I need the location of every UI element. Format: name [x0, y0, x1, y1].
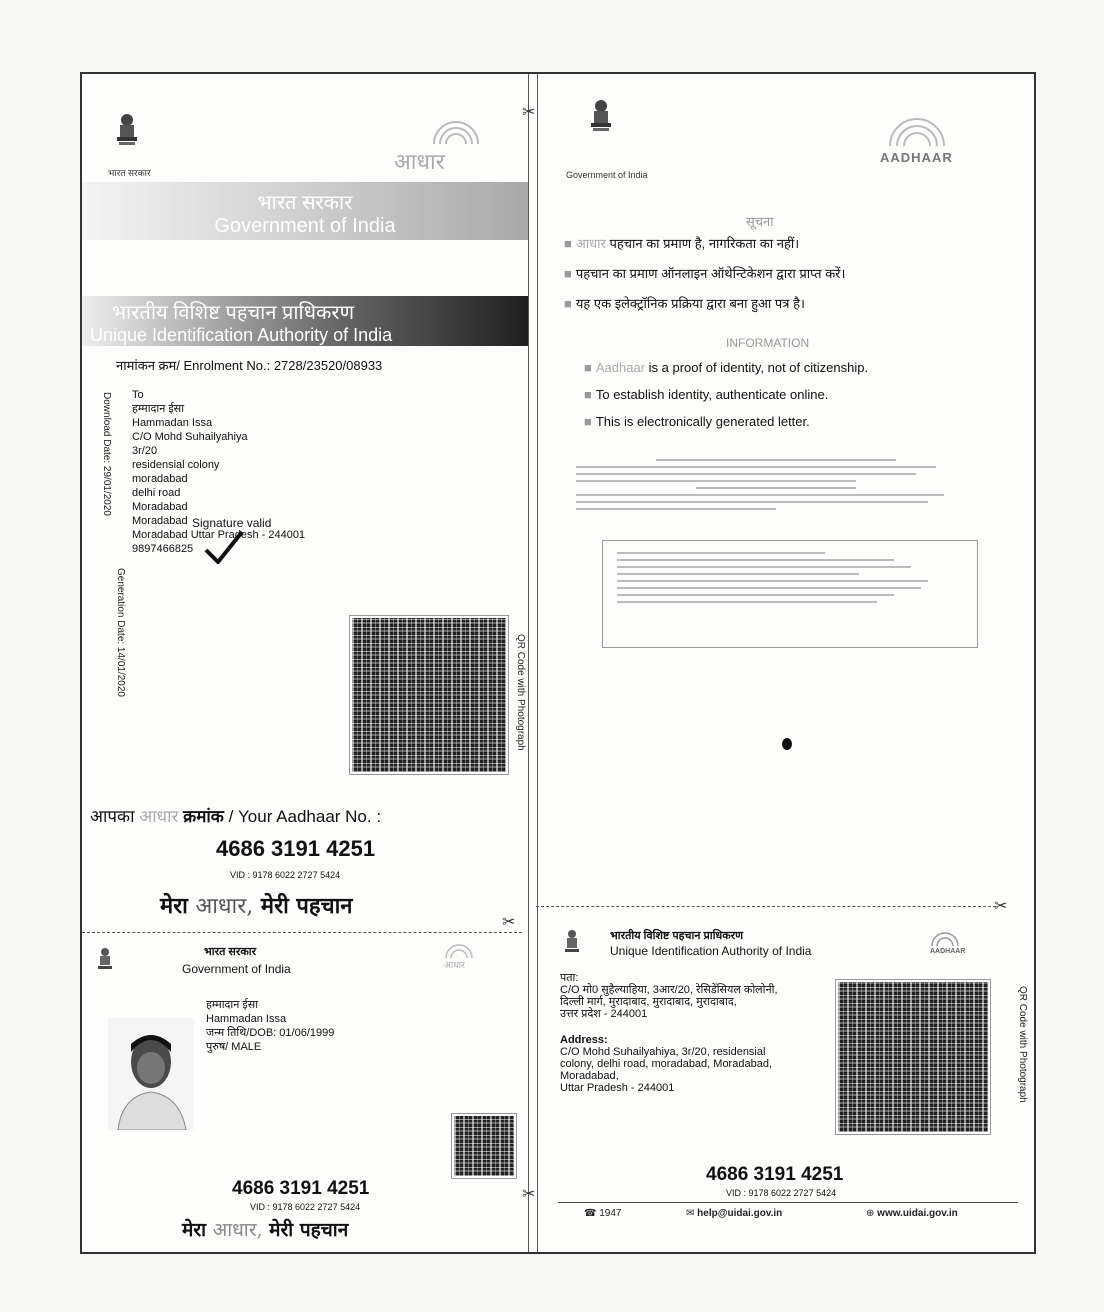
card-uidai-english: Unique Identification Authority of India: [610, 944, 812, 958]
emblem-caption: Government of India: [566, 170, 648, 180]
emblem-caption: भारत सरकार: [108, 168, 151, 178]
address-line: दिल्ली मार्ग, मुरादाबाद, मुरादाबाद, मुरादाबाद,: [560, 996, 737, 1008]
aadhaar-fingerprint-logo-icon: [426, 110, 486, 146]
contact-website: [866, 1208, 958, 1219]
address-line: 3r/20: [132, 445, 158, 457]
card-qr-code: [836, 980, 990, 1134]
bullet-text: यह एक इलेक्ट्रॉनिक प्रक्रिया द्वारा बना हुआ पत्र है।: [575, 296, 805, 311]
card-uidai-hindi: भारतीय विशिष्ट पहचान प्राधिकरण: [610, 930, 744, 942]
uidai-banner: [82, 296, 528, 346]
cut-line: [536, 906, 996, 907]
tagline-part: आधार,: [212, 1219, 263, 1241]
cut-line: [82, 932, 522, 933]
aadhaar-number: 4686 3191 4251: [216, 836, 376, 861]
address-line: 9897466825: [132, 543, 194, 555]
address-line: residensial colony: [132, 459, 220, 471]
aadhaar-fingerprint-logo-icon: [442, 938, 476, 960]
info-bullet: ■ This is electronically generated letter.: [584, 414, 810, 429]
address-line: C/O Mohd Suhailyahiya: [132, 431, 248, 443]
phone-icon: ☎: [584, 1208, 597, 1219]
address-label-hindi: पता:: [560, 972, 579, 984]
card-vid-number: VID : 9178 6022 2727 5424: [250, 1202, 361, 1212]
card-name-english: Hammadan Issa: [206, 1013, 287, 1025]
address-label: Address:: [560, 1034, 608, 1046]
tagline-part: मेरी पहचान: [260, 893, 353, 919]
signature-valid-text: Signature valid: [192, 516, 272, 530]
bullet-text: This is electronically generated letter.: [595, 414, 810, 429]
national-emblem-icon: [584, 98, 618, 138]
ink-spot: [782, 738, 792, 750]
enrolment-number: नामांकन क्रम/ Enrolment No.: 2728/23520/08933: [116, 358, 383, 373]
card-gender: पुरुष/ MALE: [206, 1041, 262, 1053]
contact-bar: [558, 1202, 1018, 1203]
address-line: moradabad: [132, 473, 188, 485]
uidai-banner-hindi: भारतीय विशिष्ट पहचान प्राधिकरण: [112, 302, 355, 324]
address-line: Hammadan Issa: [132, 417, 213, 429]
scissor-icon: ✂: [502, 914, 516, 931]
card-aadhaar-number: 4686 3191 4251: [232, 1178, 370, 1199]
left-panel: [82, 74, 528, 1252]
bullet-faded: आधार: [575, 236, 606, 251]
scissor-icon: ✂: [522, 104, 536, 121]
address-line: delhi road: [132, 487, 181, 499]
card-dob: जन्म तिथि/DOB: 01/06/1999: [206, 1027, 335, 1039]
national-emblem-icon: [560, 928, 584, 958]
tagline-part: मेरा: [160, 893, 188, 919]
tagline-part: मेरा: [182, 1219, 207, 1241]
address-line: colony, delhi road, moradabad, Moradabad,: [560, 1058, 772, 1070]
address-line: C/O मो0 सुहैल्याहिया, 3आर/20, रेसिडेंसियल कोलोनी,: [560, 984, 778, 996]
phone-number: 1947: [599, 1208, 622, 1219]
gov-banner-english: Government of India: [214, 215, 396, 237]
notice-title-hindi: सूचना: [746, 214, 774, 229]
aadhaar-logo-text: आधार: [394, 149, 445, 174]
bullet-faded: Aadhaar: [595, 360, 646, 375]
qr-code-label: QR Code with Photograph: [515, 634, 526, 751]
address-line: Moradabad Uttar Pradesh - 244001: [132, 529, 306, 541]
generation-date: Generation Date: 14/01/2020: [115, 568, 126, 697]
your-aadhaar-label: [90, 804, 381, 827]
faint-printed-text-block: [576, 454, 976, 515]
gov-banner-hindi: भारत सरकार: [257, 192, 353, 214]
label-suffix: / Your Aadhaar No. :: [228, 807, 382, 826]
address-line: To: [132, 389, 144, 401]
bullet-text: To establish identity, authenticate online.: [595, 387, 829, 402]
info-bullet: ■ To establish identity, authenticate online.: [584, 387, 829, 402]
card-address-hindi: [560, 972, 820, 1020]
contact-email: [686, 1208, 782, 1219]
card-gov-english: Government of India: [182, 962, 291, 976]
address-line: Moradabad: [132, 515, 188, 527]
email-icon: ✉: [686, 1208, 695, 1219]
english-info-list: [584, 360, 868, 441]
tagline-part: आधार,: [195, 894, 254, 919]
tagline-part: मेरी पहचान: [269, 1219, 349, 1241]
bullet-text: पहचान का प्रमाण है, नागरिकता का नहीं।: [609, 236, 800, 251]
card-name-hindi: हम्मादान ईसा: [206, 999, 259, 1011]
info-title: INFORMATION: [726, 336, 810, 350]
card-address-english: [560, 1034, 820, 1094]
label-prefix: आपका: [90, 807, 135, 826]
notice-bullet: ■ आधार पहचान का प्रमाण है, नागरिकता का नहीं।: [564, 236, 800, 251]
notice-bullet: ■ पहचान का प्रमाण ऑनलाइन ऑथेन्टिकेशन द्वारा प्राप्त करें।: [564, 266, 846, 281]
card-holder-details: [206, 998, 334, 1054]
scissor-icon: ✂: [994, 898, 1008, 915]
vid-number: VID : 9178 6022 2727 5424: [230, 870, 341, 880]
aadhaar-fingerprint-logo-icon: [882, 106, 952, 148]
address-line: उत्तर प्रदेश - 244001: [560, 1008, 648, 1020]
card-aadhaar-number: 4686 3191 4251: [706, 1164, 844, 1185]
address-line: Moradabad,: [560, 1070, 619, 1082]
aadhaar-logo-text: AADHAAR: [880, 150, 953, 165]
tagline: [160, 890, 353, 920]
uidai-banner-english: Unique Identification Authority of India: [90, 325, 393, 345]
bullet-text: is a proof of identity, not of citizenship.: [648, 360, 869, 375]
card-logo-text: AADHAAR: [930, 948, 966, 955]
aadhaar-fingerprint-logo-icon: [928, 926, 962, 948]
scissor-icon: ✂: [522, 1186, 536, 1203]
globe-icon: ⊕: [866, 1208, 875, 1219]
holder-photo: [108, 1018, 194, 1130]
email-address: help@uidai.gov.in: [697, 1208, 783, 1219]
right-panel: [536, 74, 1034, 1252]
national-emblem-icon: [110, 112, 144, 152]
website-url: www.uidai.gov.in: [877, 1208, 958, 1219]
notice-bullet: ■ यह एक इलेक्ट्रॉनिक प्रक्रिया द्वारा बना हुआ पत्र है।: [564, 296, 805, 311]
info-bullet: ■ Aadhaar is a proof of identity, not of citizenship.: [584, 360, 869, 375]
address-line: हम्मादान ईसा: [132, 403, 185, 415]
contact-phone: [584, 1208, 622, 1219]
address-line: C/O Mohd Suhailyahiya, 3r/20, residensial: [560, 1046, 766, 1058]
aadhaar-letter-sheet: [80, 72, 1036, 1254]
card-logo-text: आधार: [444, 960, 465, 970]
card-qr-code: [452, 1114, 516, 1178]
qr-code: [350, 616, 508, 774]
government-banner: [82, 182, 528, 240]
hindi-notice-list: [564, 234, 845, 324]
label-faded: आधार: [139, 807, 179, 826]
national-emblem-icon: [94, 946, 116, 974]
card-tagline: [182, 1216, 348, 1242]
address-line: Moradabad: [132, 501, 188, 513]
card-vid-number: VID : 9178 6022 2727 5424: [726, 1188, 837, 1198]
address-line: Uttar Pradesh - 244001: [560, 1082, 675, 1094]
download-date: Download Date: 29/01/2020: [101, 392, 112, 516]
bullet-text: पहचान का प्रमाण ऑनलाइन ऑथेन्टिकेशन द्वारा प्राप्त करें।: [575, 266, 846, 281]
label-bold: क्रमांक: [183, 807, 224, 826]
card-gov-hindi: भारत सरकार: [204, 946, 257, 958]
signature-checkmark-icon: [204, 530, 244, 564]
card-qr-label: QR Code with Photograph: [1017, 986, 1028, 1103]
faint-info-box: [602, 540, 978, 648]
